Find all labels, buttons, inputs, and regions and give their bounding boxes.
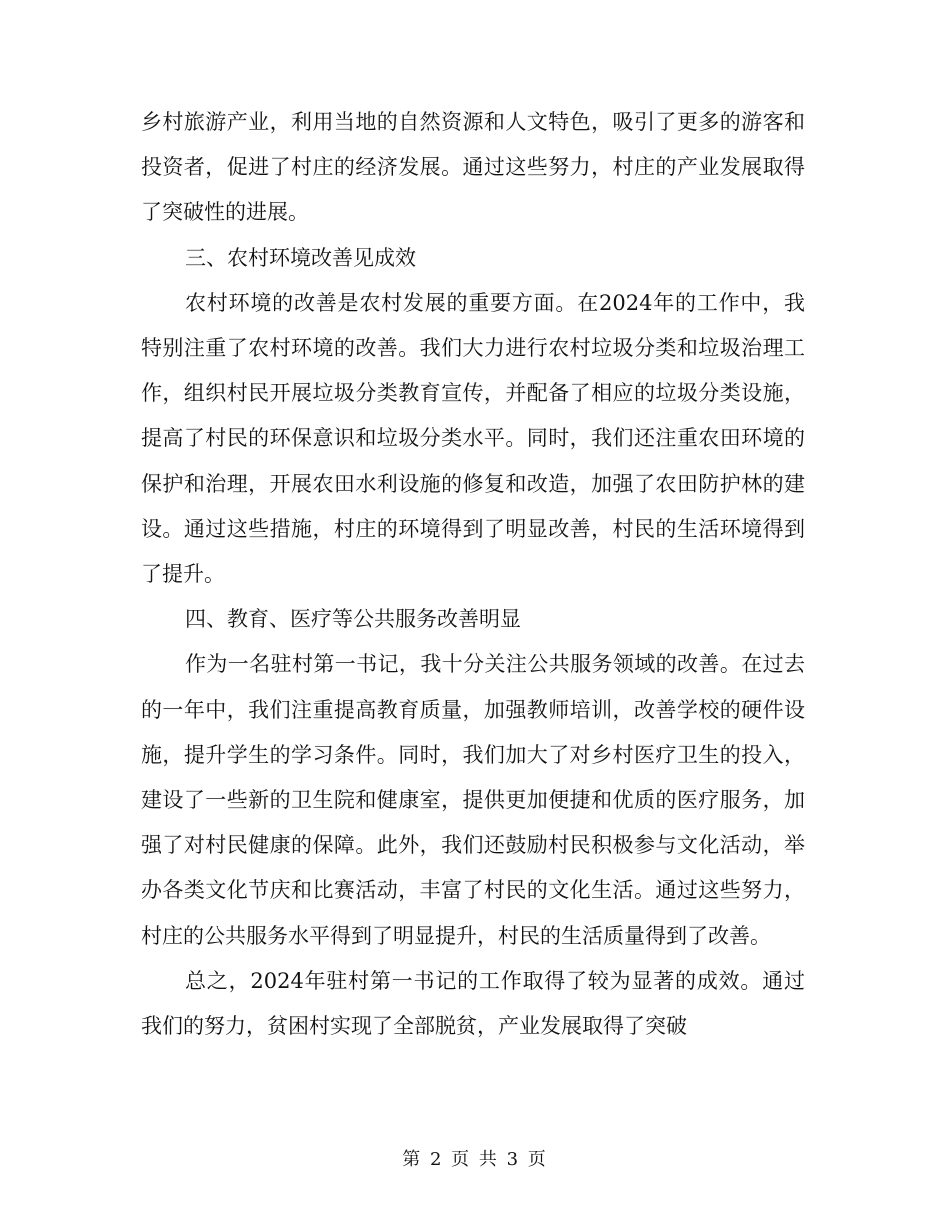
paragraph-tourism-continued: 乡村旅游产业，利用当地的自然资源和人文特色，吸引了更多的游客和投资者，促进了村庄的经济发展。通过这些努力，村庄的产业发展取得了突破性的进展。 — [141, 110, 805, 225]
document-body — [141, 100, 805, 1049]
paragraph-summary: 总之，2024年驻村第一书记的工作取得了较为显著的成效。通过我们的努力，贫困村实现了全部脱贫，产业发展取得了突破 — [141, 968, 805, 1039]
page-number-footer: 第 2 页 共 3 页 — [402, 1149, 548, 1170]
section-heading-environment: 三、农村环境改善见成效 — [185, 245, 416, 270]
paragraph-environment: 农村环境的改善是农村发展的重要方面。在2024年的工作中，我特别注重了农村环境的改善。我们大力进行农村垃圾分类和垃圾治理工作，组织村民开展垃圾分类教育宣传，并配备了相应的垃圾分类设施，提高了村民的环保意识和垃圾分类水平。同时，我们还注重农田环境的保护和治理，开展农田水利设施的修复和改造，加强了农田防护林的建设。通过这些措施，村庄的环境得到了明显改善，村民的生活环境得到了提升。 — [141, 290, 805, 587]
paragraph-public-services: 作为一名驻村第一书记，我十分关注公共服务领域的改善。在过去的一年中，我们注重提高教育质量，加强教师培训，改善学校的硬件设施，提升学生的学习条件。同时，我们加大了对乡村医疗卫生的投入，建设了一些新的卫生院和健康室，提供更加便捷和优质的医疗服务，加强了对村民健康的保障。此外，我们还鼓励村民积极参与文化活动，举办各类文化节庆和比赛活动，丰富了村民的文化生活。通过这些努力，村庄的公共服务水平得到了明显提升，村民的生活质量得到了改善。 — [141, 652, 805, 948]
section-heading-public-services: 四、教育、医疗等公共服务改善明显 — [185, 607, 521, 632]
